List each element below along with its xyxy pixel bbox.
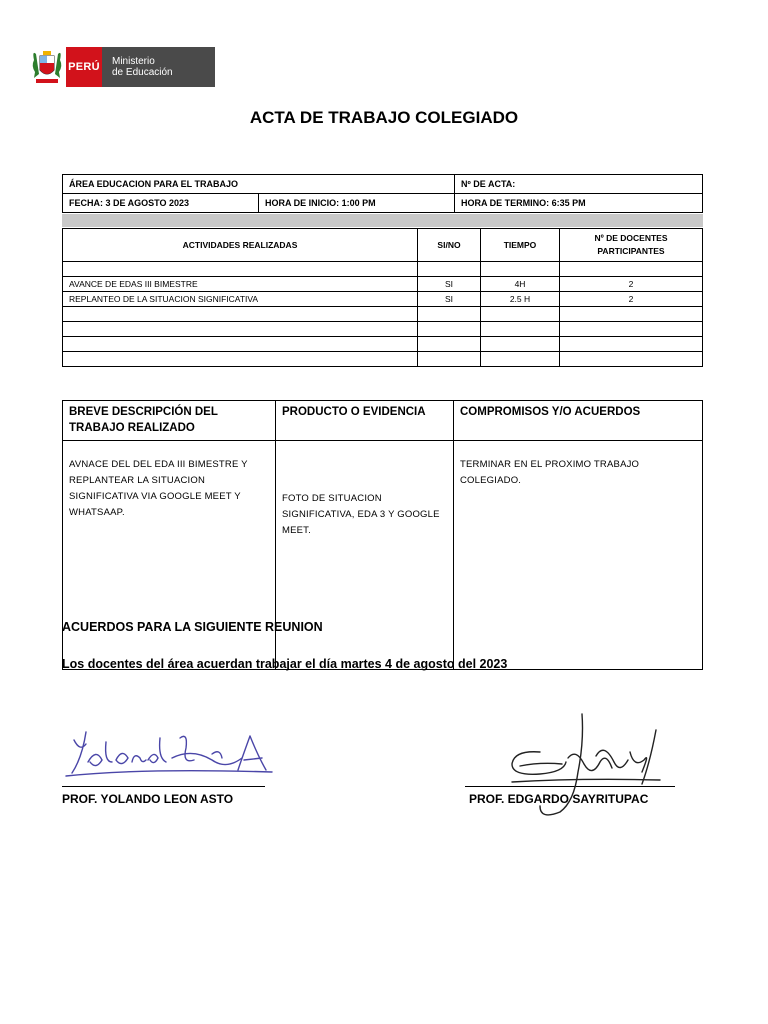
table-row [63, 262, 703, 277]
si-no-cell [418, 307, 481, 322]
participants-cell [560, 262, 703, 277]
si-no-cell [418, 322, 481, 337]
si-no-cell [418, 262, 481, 277]
time-cell [481, 337, 560, 352]
description-body-row [63, 441, 703, 670]
time-cell: 2.5 H [481, 292, 560, 307]
header-time: TIEMPO [481, 229, 560, 262]
start-time-cell: HORA DE INICIO: 1:00 PM [259, 194, 455, 213]
header-participants: Nº DE DOCENTES PARTICIPANTES [560, 229, 703, 262]
time-cell [481, 262, 560, 277]
activity-cell: AVANCE DE EDAS III BIMESTRE [63, 277, 418, 292]
time-cell [481, 352, 560, 367]
participants-cell [560, 322, 703, 337]
signature-edgardo [500, 712, 670, 822]
header-description: BREVE DESCRIPCIÓN DEL TRABAJO REALIZADO [63, 401, 276, 441]
table-row [63, 337, 703, 352]
activities-table [62, 228, 703, 367]
activity-cell [63, 307, 418, 322]
participants-cell [560, 352, 703, 367]
activity-cell [63, 262, 418, 277]
ministry-line-1: Ministerio [112, 56, 155, 67]
separator-band [62, 214, 703, 227]
si-no-cell [418, 352, 481, 367]
ministry-line-2: de Educación [112, 67, 173, 78]
document-title: ACTA DE TRABAJO COLEGIADO [249, 108, 519, 127]
activity-cell [63, 322, 418, 337]
si-no-cell [418, 337, 481, 352]
table-row [63, 277, 703, 292]
ministry-label [102, 47, 215, 87]
end-time-cell: HORA DE TERMINO: 6:35 PM [455, 194, 703, 213]
signer-name-2: PROF. EDGARDO SAYRITUPAC [469, 792, 649, 806]
signature-line-1 [62, 786, 265, 787]
table-row [63, 352, 703, 367]
activity-cell [63, 337, 418, 352]
signature-yolando [62, 718, 277, 788]
header-si-no: SI/NO [418, 229, 481, 262]
agreements-title: ACUERDOS PARA LA SIGUIENTE REUNION [62, 620, 323, 634]
ministry-logo [28, 47, 215, 87]
signer-name-1: PROF. YOLANDO LEON ASTO [62, 792, 234, 806]
participants-cell: 2 [560, 277, 703, 292]
header-commitments: COMPROMISOS Y/O ACUERDOS [454, 401, 703, 441]
info-table [62, 174, 703, 213]
activity-cell [63, 352, 418, 367]
time-cell [481, 307, 560, 322]
table-row [63, 322, 703, 337]
product-cell: FOTO DE SITUACION SIGNIFICATIVA, EDA 3 Y GOOGLE MEET. [276, 441, 454, 670]
commitments-cell: TERMINAR EN EL PROXIMO TRABAJO COLEGIADO. [454, 441, 703, 670]
time-cell [481, 322, 560, 337]
si-no-cell: SI [418, 292, 481, 307]
time-cell: 4H [481, 277, 560, 292]
participants-cell [560, 307, 703, 322]
header-product: PRODUCTO O EVIDENCIA [276, 401, 454, 441]
table-row [63, 307, 703, 322]
description-cell: AVNACE DEL DEL EDA III BIMESTRE Y REPLANTEAR LA SITUACION SIGNIFICATIVA VIA GOOGLE MEET Y WHATSAAP. [63, 441, 276, 670]
peru-label: PERÚ [66, 47, 102, 87]
acta-number-cell: Nº DE ACTA: [455, 175, 703, 194]
agreements-text: Los docentes del área acuerdan trabajar el día martes 4 de agosto del 2023 [62, 657, 508, 671]
description-header-row [63, 401, 703, 441]
activities-header-row [63, 229, 703, 262]
participants-cell [560, 337, 703, 352]
header-activities: ACTIVIDADES REALIZADAS [63, 229, 418, 262]
area-cell: ÁREA EDUCACION PARA EL TRABAJO [63, 175, 455, 194]
participants-cell: 2 [560, 292, 703, 307]
date-cell: FECHA: 3 DE AGOSTO 2023 [63, 194, 259, 213]
coat-of-arms-icon [28, 47, 66, 87]
table-row [63, 292, 703, 307]
activity-cell: REPLANTEO DE LA SITUACION SIGNIFICATIVA [63, 292, 418, 307]
si-no-cell: SI [418, 277, 481, 292]
